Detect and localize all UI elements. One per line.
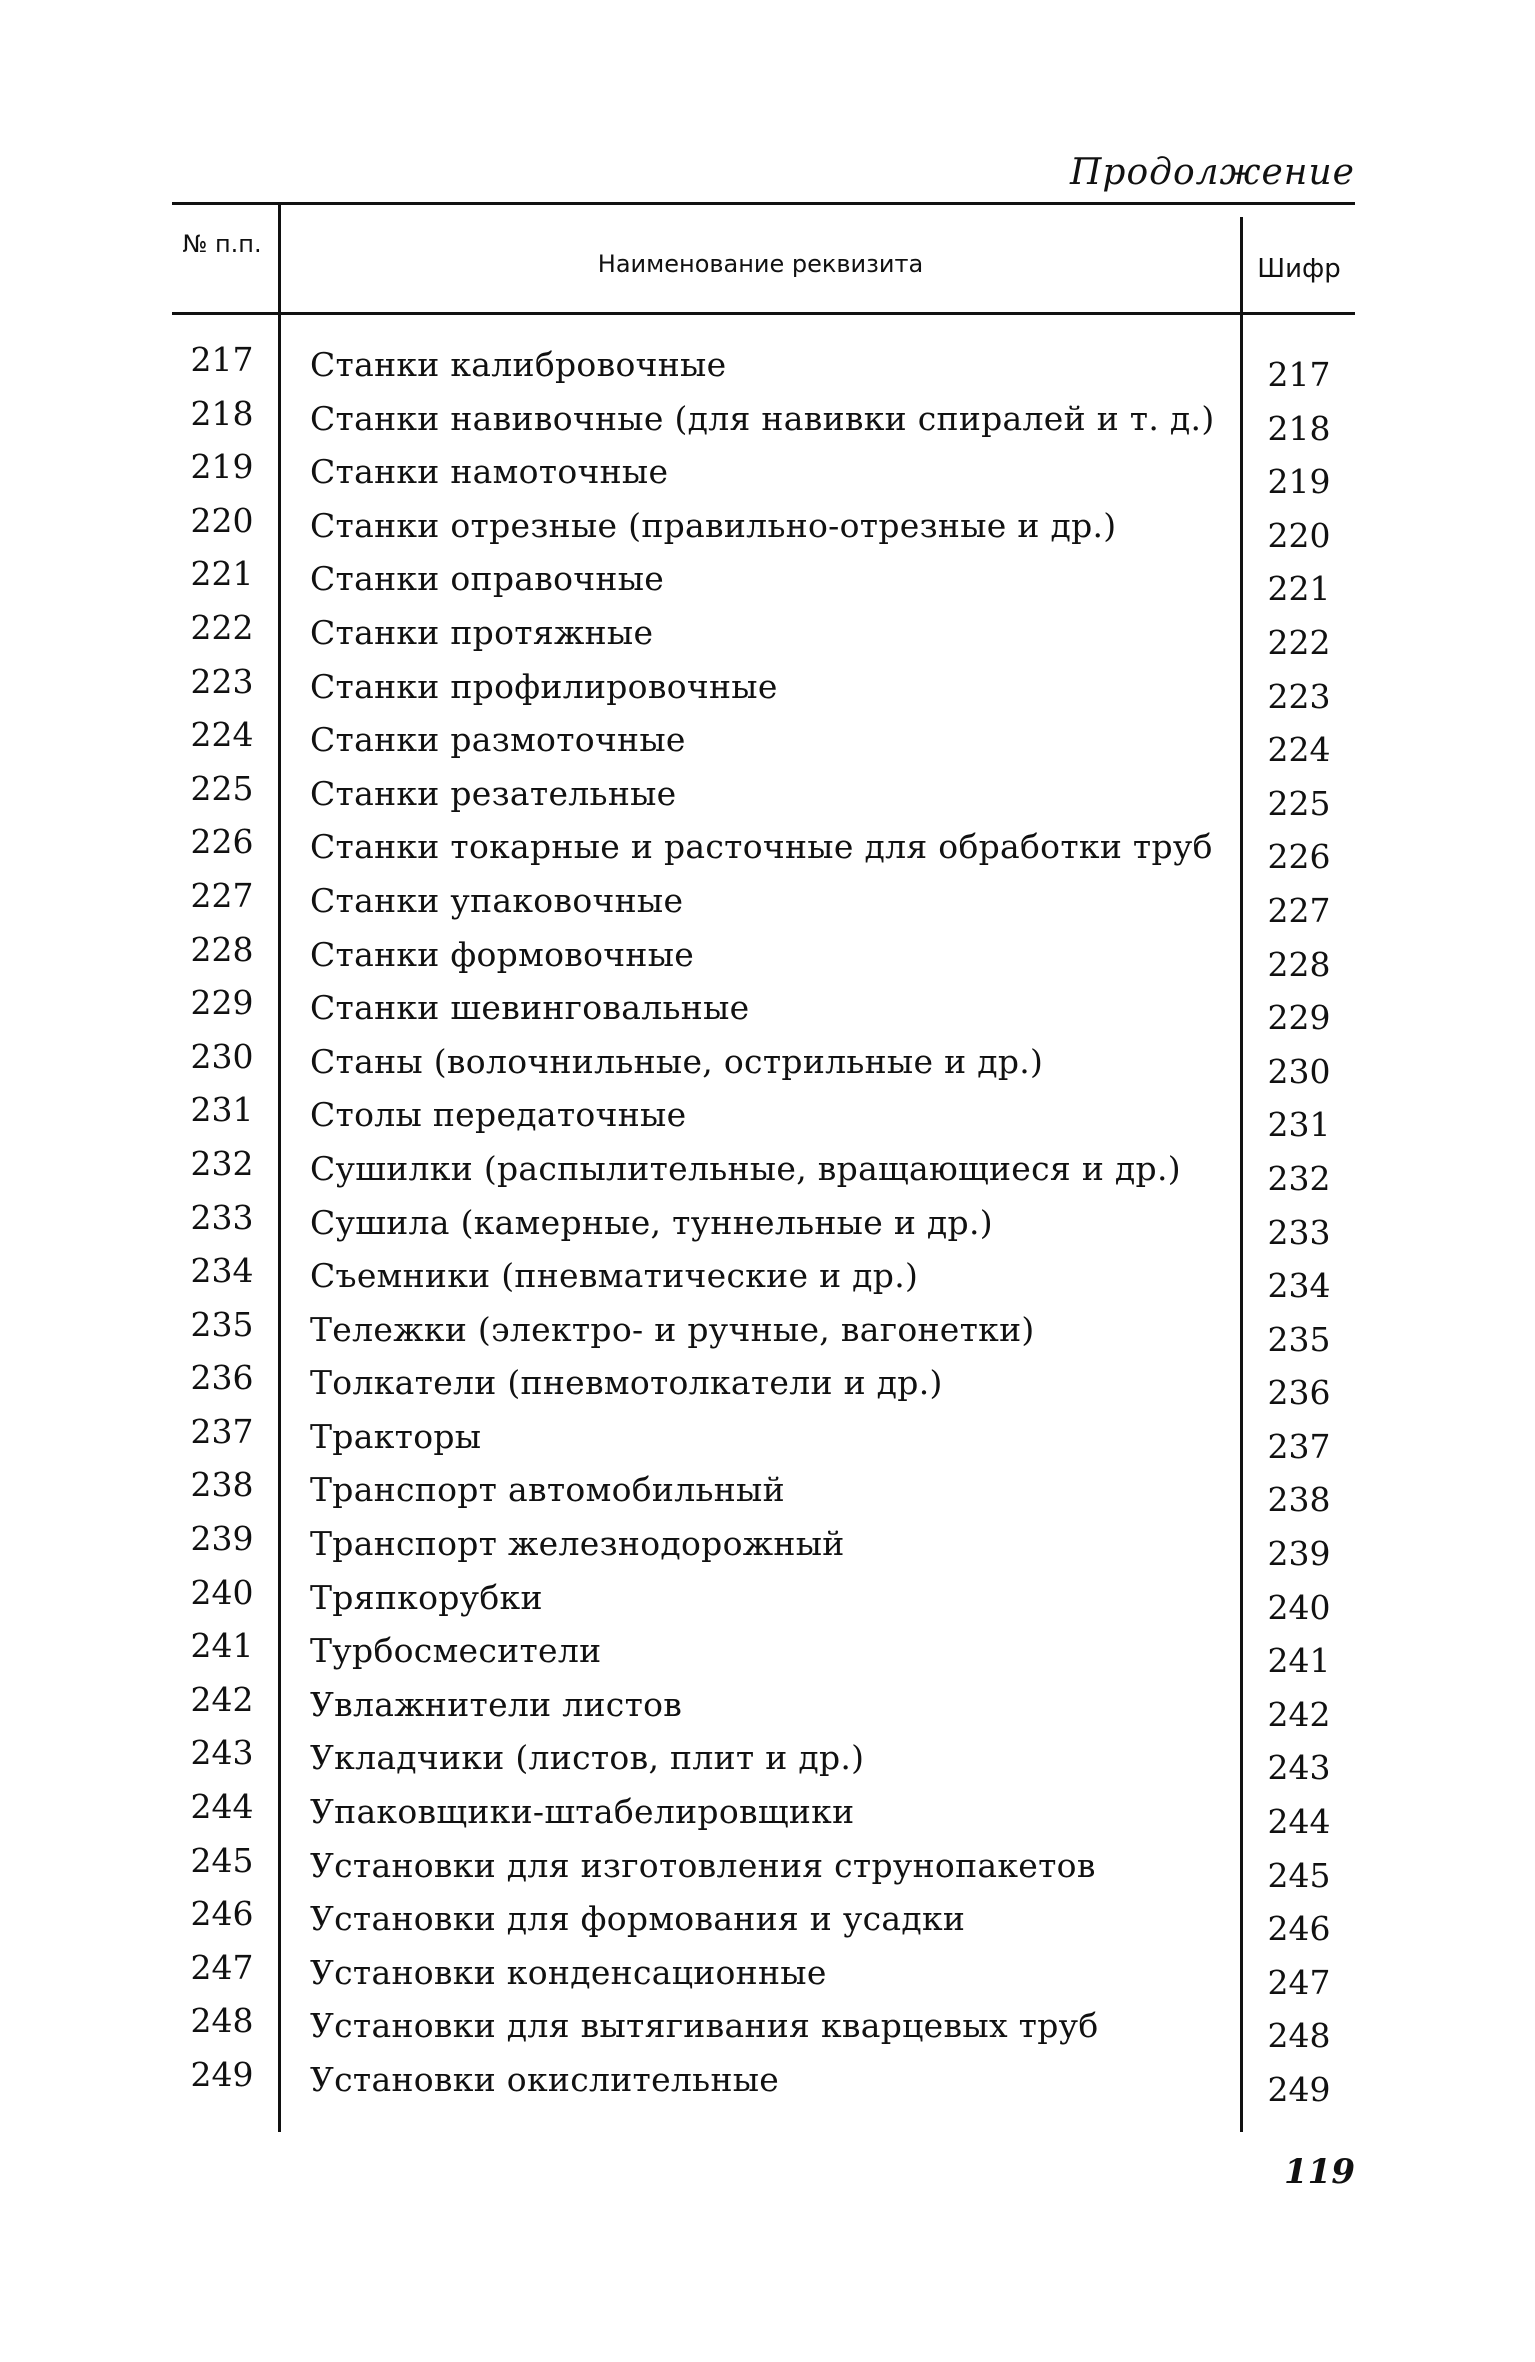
row-code: 240 bbox=[1267, 1587, 1331, 1627]
row-code: 219 bbox=[1267, 462, 1331, 502]
row-number: 227 bbox=[190, 875, 254, 915]
table-row bbox=[172, 1626, 1355, 1680]
row-number: 239 bbox=[190, 1519, 254, 1559]
table-row bbox=[172, 1144, 1355, 1198]
row-number: 244 bbox=[190, 1787, 254, 1827]
row-name: Упаковщики-штабелировщики bbox=[310, 1792, 855, 1832]
row-code: 220 bbox=[1267, 515, 1331, 555]
row-code: 221 bbox=[1267, 569, 1331, 609]
row-name: Установки конденсационные bbox=[310, 1952, 827, 1992]
row-name: Станки шевинговальные bbox=[310, 988, 750, 1028]
row-code: 242 bbox=[1267, 1694, 1331, 1734]
row-number: 221 bbox=[190, 554, 254, 594]
row-name: Станки калибровочные bbox=[310, 345, 727, 384]
row-number: 229 bbox=[190, 983, 254, 1023]
row-code: 238 bbox=[1267, 1480, 1331, 1520]
row-name: Транспорт железнодорожный bbox=[310, 1524, 845, 1564]
row-number: 248 bbox=[190, 2001, 254, 2041]
row-code: 226 bbox=[1267, 837, 1331, 877]
row-number: 240 bbox=[190, 1572, 254, 1612]
row-code: 222 bbox=[1267, 622, 1331, 662]
table-row bbox=[172, 1573, 1355, 1627]
row-name: Съемники (пневматические и др.) bbox=[310, 1256, 919, 1296]
row-name: Станки отрезные (правильно-отрезные и др.) bbox=[310, 505, 1117, 545]
row-code: 231 bbox=[1267, 1105, 1331, 1145]
table-body bbox=[172, 340, 1355, 2109]
row-name: Установки для изготовления струнопакетов bbox=[310, 1845, 1096, 1885]
table-row bbox=[172, 930, 1355, 984]
table-row bbox=[172, 715, 1355, 769]
row-name: Тряпкорубки bbox=[310, 1577, 543, 1617]
table-row bbox=[172, 1787, 1355, 1841]
table-row bbox=[172, 1948, 1355, 2002]
row-name: Турбосмесители bbox=[310, 1631, 602, 1671]
row-number: 218 bbox=[190, 393, 254, 433]
continuation-label: Продолжение bbox=[1070, 152, 1355, 193]
row-name: Станки упаковочные bbox=[310, 880, 684, 920]
row-name: Тракторы bbox=[310, 1416, 482, 1456]
row-number: 243 bbox=[190, 1733, 254, 1773]
row-code: 229 bbox=[1267, 998, 1331, 1038]
table-row bbox=[172, 1841, 1355, 1895]
row-number: 233 bbox=[190, 1197, 254, 1237]
row-code: 239 bbox=[1267, 1534, 1331, 1574]
table-row bbox=[172, 1894, 1355, 1948]
row-code: 217 bbox=[1267, 355, 1331, 394]
row-number: 237 bbox=[190, 1411, 254, 1451]
row-name: Станки токарные и расточные для обработки труб bbox=[310, 827, 1213, 867]
row-code: 241 bbox=[1267, 1641, 1331, 1681]
row-number: 224 bbox=[190, 715, 254, 755]
row-code: 249 bbox=[1267, 2070, 1331, 2109]
table-row bbox=[172, 1251, 1355, 1305]
table-row bbox=[172, 340, 1355, 394]
row-code: 223 bbox=[1267, 676, 1331, 716]
table-row bbox=[172, 1198, 1355, 1252]
row-code: 233 bbox=[1267, 1212, 1331, 1252]
header-number: № п.п. bbox=[182, 230, 262, 258]
row-name: Станки формовочные bbox=[310, 934, 695, 974]
header-name: Наименование реквизита bbox=[597, 250, 924, 278]
row-name: Тележки (электро- и ручные, вагонетки) bbox=[310, 1309, 1035, 1349]
row-name: Установки для вытягивания кварцевых труб bbox=[310, 2006, 1099, 2046]
table-row bbox=[172, 1680, 1355, 1734]
header-code: Шифр bbox=[1257, 254, 1341, 284]
row-number: 228 bbox=[190, 929, 254, 969]
row-number: 247 bbox=[190, 1947, 254, 1987]
table-row bbox=[172, 608, 1355, 662]
row-code: 227 bbox=[1267, 890, 1331, 930]
row-number: 242 bbox=[190, 1679, 254, 1719]
table-row bbox=[172, 1519, 1355, 1573]
row-code: 228 bbox=[1267, 944, 1331, 984]
table-header-rule bbox=[172, 312, 1355, 315]
table-row bbox=[172, 554, 1355, 608]
table-row bbox=[172, 1305, 1355, 1359]
row-code: 237 bbox=[1267, 1426, 1331, 1466]
row-code: 224 bbox=[1267, 730, 1331, 770]
requisites-table bbox=[172, 202, 1355, 2132]
row-number: 219 bbox=[190, 447, 254, 487]
row-code: 248 bbox=[1267, 2016, 1331, 2056]
table-row bbox=[172, 876, 1355, 930]
row-number: 220 bbox=[190, 500, 254, 540]
row-number: 249 bbox=[190, 2055, 254, 2094]
table-row bbox=[172, 2001, 1355, 2055]
row-number: 236 bbox=[190, 1358, 254, 1398]
row-number: 245 bbox=[190, 1840, 254, 1880]
row-code: 243 bbox=[1267, 1748, 1331, 1788]
table-row bbox=[172, 822, 1355, 876]
row-number: 246 bbox=[190, 1894, 254, 1934]
row-name: Сушила (камерные, туннельные и др.) bbox=[310, 1202, 993, 1242]
row-name: Станы (волочнильные, острильные и др.) bbox=[310, 1041, 1044, 1081]
table-row bbox=[172, 983, 1355, 1037]
row-name: Станки намоточные bbox=[310, 452, 669, 492]
row-number: 217 bbox=[190, 340, 254, 379]
row-name: Столы передаточные bbox=[310, 1095, 687, 1135]
row-code: 234 bbox=[1267, 1266, 1331, 1306]
table-row bbox=[172, 1733, 1355, 1787]
row-name: Станки размоточные bbox=[310, 720, 686, 760]
table-row bbox=[172, 501, 1355, 555]
row-code: 232 bbox=[1267, 1158, 1331, 1198]
row-number: 230 bbox=[190, 1036, 254, 1076]
row-name: Станки оправочные bbox=[310, 559, 665, 599]
row-number: 232 bbox=[190, 1143, 254, 1183]
row-number: 241 bbox=[190, 1626, 254, 1666]
table-row bbox=[172, 769, 1355, 823]
row-number: 223 bbox=[190, 661, 254, 701]
table-top-rule bbox=[172, 202, 1355, 205]
row-number: 222 bbox=[190, 607, 254, 647]
table-row bbox=[172, 1465, 1355, 1519]
row-code: 230 bbox=[1267, 1051, 1331, 1091]
table-row bbox=[172, 662, 1355, 716]
row-number: 234 bbox=[190, 1251, 254, 1291]
row-name: Станки протяжные bbox=[310, 612, 654, 652]
row-number: 225 bbox=[190, 768, 254, 808]
row-number: 235 bbox=[190, 1304, 254, 1344]
page-number: 119 bbox=[1284, 2152, 1355, 2192]
row-name: Станки профилировочные bbox=[310, 666, 778, 706]
row-code: 236 bbox=[1267, 1373, 1331, 1413]
row-code: 245 bbox=[1267, 1855, 1331, 1895]
table-row bbox=[172, 1090, 1355, 1144]
row-name: Укладчики (листов, плит и др.) bbox=[310, 1738, 865, 1778]
row-code: 244 bbox=[1267, 1802, 1331, 1842]
row-name: Транспорт автомобильный bbox=[310, 1470, 785, 1510]
row-name: Установки окислительные bbox=[310, 2060, 780, 2099]
table-row bbox=[172, 1037, 1355, 1091]
row-code: 218 bbox=[1267, 408, 1331, 448]
table-row bbox=[172, 447, 1355, 501]
row-name: Толкатели (пневмотолкатели и др.) bbox=[310, 1363, 943, 1403]
row-name: Увлажнители листов bbox=[310, 1684, 683, 1724]
row-name: Станки резательные bbox=[310, 773, 677, 813]
row-code: 235 bbox=[1267, 1319, 1331, 1359]
table-row bbox=[172, 394, 1355, 448]
row-number: 231 bbox=[190, 1090, 254, 1130]
row-name: Станки навивочные (для навивки спиралей и т. д.) bbox=[310, 398, 1215, 438]
row-number: 226 bbox=[190, 822, 254, 862]
row-code: 247 bbox=[1267, 1962, 1331, 2002]
table-row bbox=[172, 1412, 1355, 1466]
row-name: Установки для формования и усадки bbox=[310, 1899, 966, 1939]
table-row bbox=[172, 2055, 1355, 2109]
row-code: 246 bbox=[1267, 1909, 1331, 1949]
row-name: Сушилки (распылительные, вращающиеся и др.) bbox=[310, 1148, 1181, 1188]
row-number: 238 bbox=[190, 1465, 254, 1505]
row-code: 225 bbox=[1267, 783, 1331, 823]
table-row bbox=[172, 1358, 1355, 1412]
